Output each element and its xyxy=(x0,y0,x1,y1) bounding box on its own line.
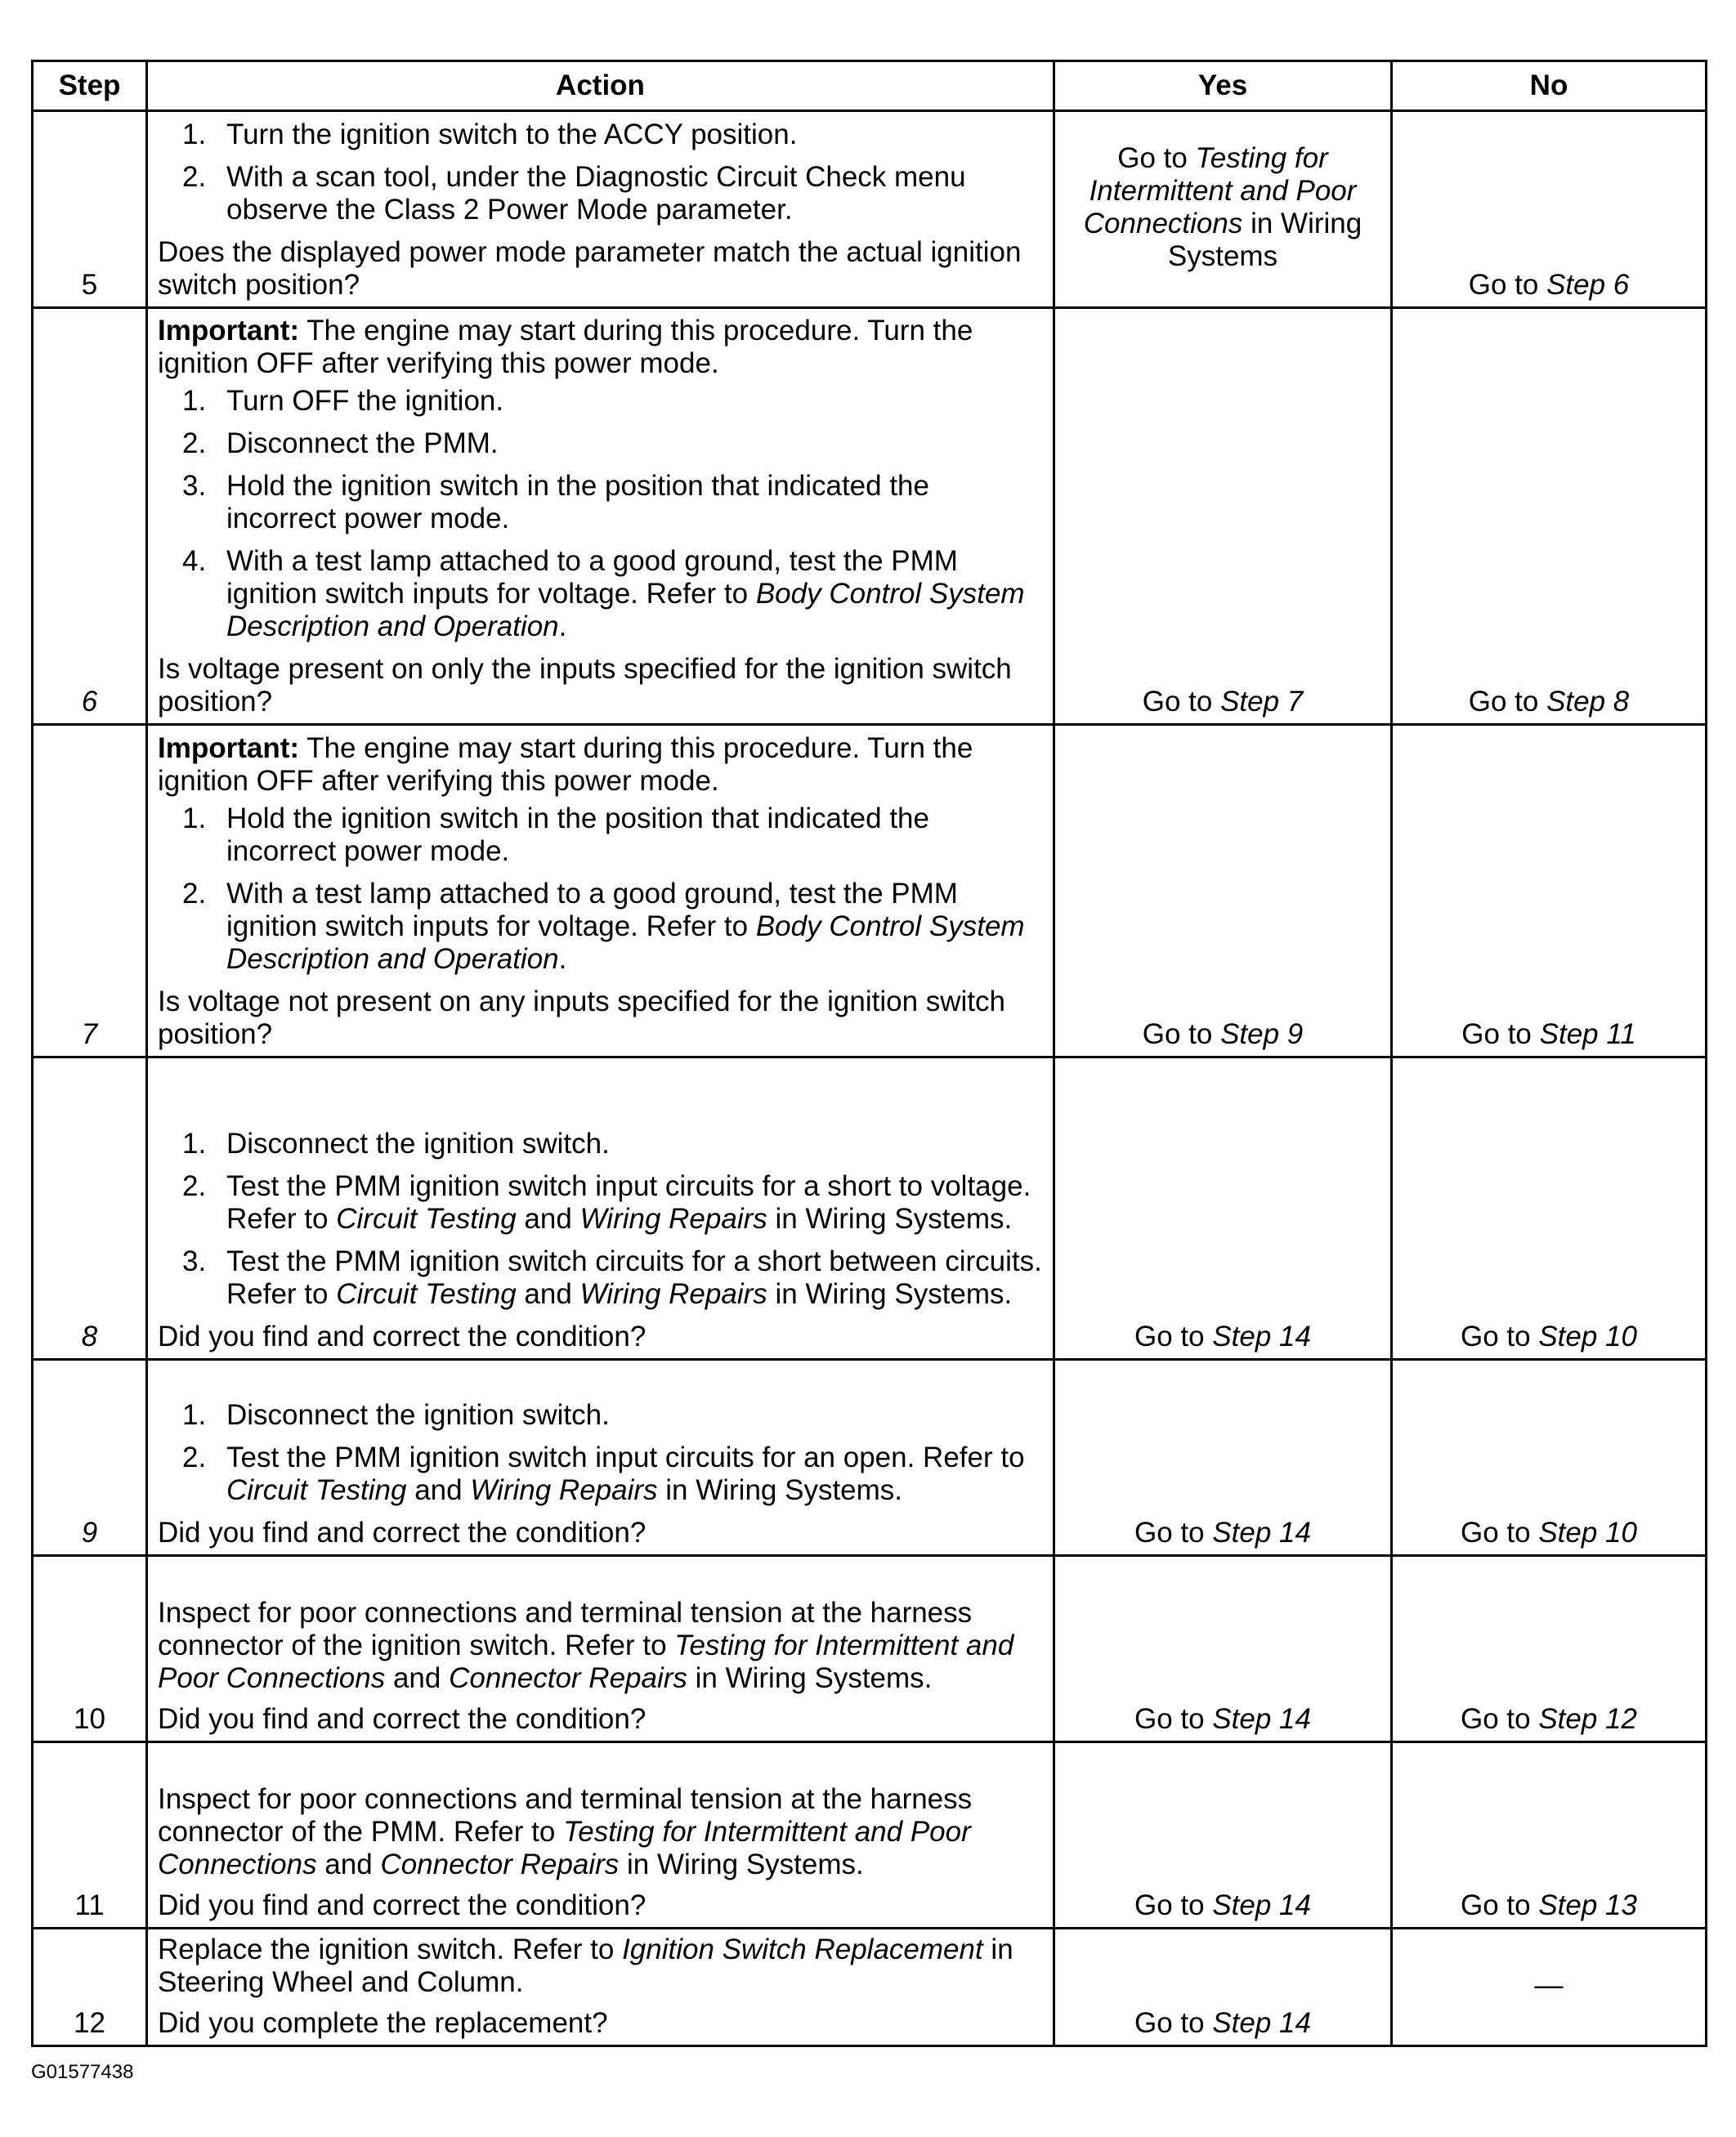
step-reference: Step 14 xyxy=(1212,1889,1311,1921)
step-reference: Step 14 xyxy=(1212,1703,1311,1735)
action-steps xyxy=(158,385,1043,643)
action-cell xyxy=(147,1360,1054,1556)
no-cell: Go to Step 10 xyxy=(1392,1057,1707,1360)
action-cell xyxy=(147,1556,1054,1742)
action-cell xyxy=(147,308,1054,725)
step-number: 7 xyxy=(33,725,147,1057)
header-yes: Yes xyxy=(1054,61,1392,111)
table-row xyxy=(33,308,1707,725)
step-reference: Step 14 xyxy=(1212,1321,1311,1352)
yes-cell: Go to Step 9 xyxy=(1054,725,1392,1057)
action-steps xyxy=(158,118,1043,226)
no-cell: Go to Step 8 xyxy=(1392,308,1707,725)
header-action: Action xyxy=(147,61,1054,111)
list-item: 2. With a scan tool, under the Diagnostic Circuit Check menu observe the Class 2 Power Mode parameter. xyxy=(182,161,966,226)
step-number: 9 xyxy=(33,1360,147,1556)
important-note: Important: The engine may start during this procedure. Turn the ignition OFF after verifying this power mode. xyxy=(158,732,973,797)
list-item: 1. Turn the ignition switch to the ACCY position. xyxy=(182,118,798,150)
step-number: 5 xyxy=(33,111,147,308)
list-item: 3. Test the PMM ignition switch circuits for a short between circuits. Refer to Circuit Testing and Wiring Repairs in Wiring Systems. xyxy=(182,1245,1042,1310)
action-steps xyxy=(158,1399,1043,1507)
yes-cell: Go to Step 14 xyxy=(1054,1057,1392,1360)
step-number: 11 xyxy=(33,1742,147,1929)
no-cell: Go to Step 10 xyxy=(1392,1360,1707,1556)
step-number: 12 xyxy=(33,1929,147,2046)
step-reference: Step 6 xyxy=(1546,269,1630,301)
list-item: 2. Test the PMM ignition switch input circuits for a short to voltage. Refer to Circuit Testing and Wiring Repairs in Wiring Systems. xyxy=(182,1170,1031,1235)
action-question: Did you find and correct the condition? xyxy=(158,1517,647,1549)
yes-cell: Go to Step 14 xyxy=(1054,1742,1392,1929)
table-row xyxy=(33,725,1707,1057)
list-item: 4. With a test lamp attached to a good ground, test the PMM ignition switch inputs for voltage. Refer to Body Control System Description and Operation. xyxy=(182,545,1025,642)
diagnostic-table-container xyxy=(31,60,1705,2047)
step-number: 10 xyxy=(33,1556,147,1742)
doc-reference: Testing for Intermittent and Poor Connections xyxy=(1083,142,1357,239)
action-question: Is voltage present on only the inputs specified for the ignition switch position? xyxy=(158,653,1012,718)
step-number: 6 xyxy=(33,308,147,725)
list-item: 1. Turn OFF the ignition. xyxy=(182,385,504,417)
action-cell xyxy=(147,1929,1054,2046)
step-reference: Step 10 xyxy=(1538,1321,1637,1352)
action-cell xyxy=(147,1742,1054,1929)
yes-cell: Go to Step 7 xyxy=(1054,308,1392,725)
step-reference: Step 14 xyxy=(1212,1517,1311,1549)
action-cell xyxy=(147,1057,1054,1360)
table-row xyxy=(33,111,1707,308)
step-number: 8 xyxy=(33,1057,147,1360)
important-note: Important: The engine may start during this procedure. Turn the ignition OFF after verifying this power mode. xyxy=(158,315,973,379)
step-reference: Step 12 xyxy=(1538,1703,1637,1735)
table-row xyxy=(33,1929,1707,2046)
table-row xyxy=(33,1742,1707,1929)
action-question: Is voltage not present on any inputs specified for the ignition switch position? xyxy=(158,986,1005,1050)
yes-cell: Go to Step 14 xyxy=(1054,1929,1392,2046)
list-item: 1. Disconnect the ignition switch. xyxy=(182,1128,610,1160)
diagnostic-table xyxy=(31,60,1707,2047)
action-paragraph: Replace the ignition switch. Refer to Ignition Switch Replacement in Steering Wheel and Column. xyxy=(158,1934,1013,1998)
action-question: Does the displayed power mode parameter match the actual ignition switch position? xyxy=(158,236,1022,301)
header-no: No xyxy=(1392,61,1707,111)
action-question: Did you find and correct the condition? xyxy=(158,1889,647,1921)
yes-cell: Go to Step 14 xyxy=(1054,1360,1392,1556)
step-reference: Step 13 xyxy=(1538,1889,1637,1921)
header-row xyxy=(33,61,1707,111)
action-question: Did you find and correct the condition? xyxy=(158,1321,647,1352)
step-reference: Step 14 xyxy=(1212,2007,1311,2039)
header-step: Step xyxy=(33,61,147,111)
action-question: Did you find and correct the condition? xyxy=(158,1703,647,1735)
list-item: 2. Test the PMM ignition switch input circuits for an open. Refer to Circuit Testing and Wiring Repairs in Wiring Systems. xyxy=(182,1442,1025,1506)
step-reference: Step 11 xyxy=(1539,1018,1636,1050)
action-cell xyxy=(147,725,1054,1057)
list-item: 1. Disconnect the ignition switch. xyxy=(182,1399,610,1431)
list-item: 2. With a test lamp attached to a good ground, test the PMM ignition switch inputs for voltage. Refer to Body Control System Description and Operation. xyxy=(182,878,1025,975)
yes-cell: Go to Step 14 xyxy=(1054,1556,1392,1742)
table-row xyxy=(33,1057,1707,1360)
figure-id: G01577438 xyxy=(31,2061,134,2083)
action-steps xyxy=(158,1128,1043,1311)
step-reference: Step 9 xyxy=(1220,1018,1304,1050)
no-cell: Go to Step 11 xyxy=(1392,725,1707,1057)
no-cell: Go to Step 12 xyxy=(1392,1556,1707,1742)
not-applicable-dash: — xyxy=(1534,1969,1564,2001)
no-cell xyxy=(1392,1929,1707,2046)
yes-cell: Go to Testing for Intermittent and Poor Connections in Wiring Systems xyxy=(1054,111,1392,308)
action-steps xyxy=(158,802,1043,976)
step-reference: Step 7 xyxy=(1220,686,1304,718)
step-reference: Step 10 xyxy=(1538,1517,1637,1549)
table-row xyxy=(33,1360,1707,1556)
action-paragraph: Inspect for poor connections and terminal tension at the harness connector of the ignition switch. Refer to Testing for Intermittent and Poor Connections and Connector Repairs in Wiring Systems. xyxy=(158,1597,1014,1694)
list-item: 2. Disconnect the PMM. xyxy=(182,427,499,459)
action-question: Did you complete the replacement? xyxy=(158,2007,608,2039)
no-cell: Go to Step 6 xyxy=(1392,111,1707,308)
step-reference: Step 8 xyxy=(1546,686,1630,718)
list-item: 1. Hold the ignition switch in the position that indicated the incorrect power mode. xyxy=(182,802,929,867)
no-cell: Go to Step 13 xyxy=(1392,1742,1707,1929)
action-cell xyxy=(147,111,1054,308)
action-paragraph: Inspect for poor connections and terminal tension at the harness connector of the PMM. Refer to Testing for Intermittent and Poor Connections and Connector Repairs in Wiring Systems. xyxy=(158,1783,973,1880)
list-item: 3. Hold the ignition switch in the position that indicated the incorrect power mode. xyxy=(182,470,929,534)
table-row xyxy=(33,1556,1707,1742)
